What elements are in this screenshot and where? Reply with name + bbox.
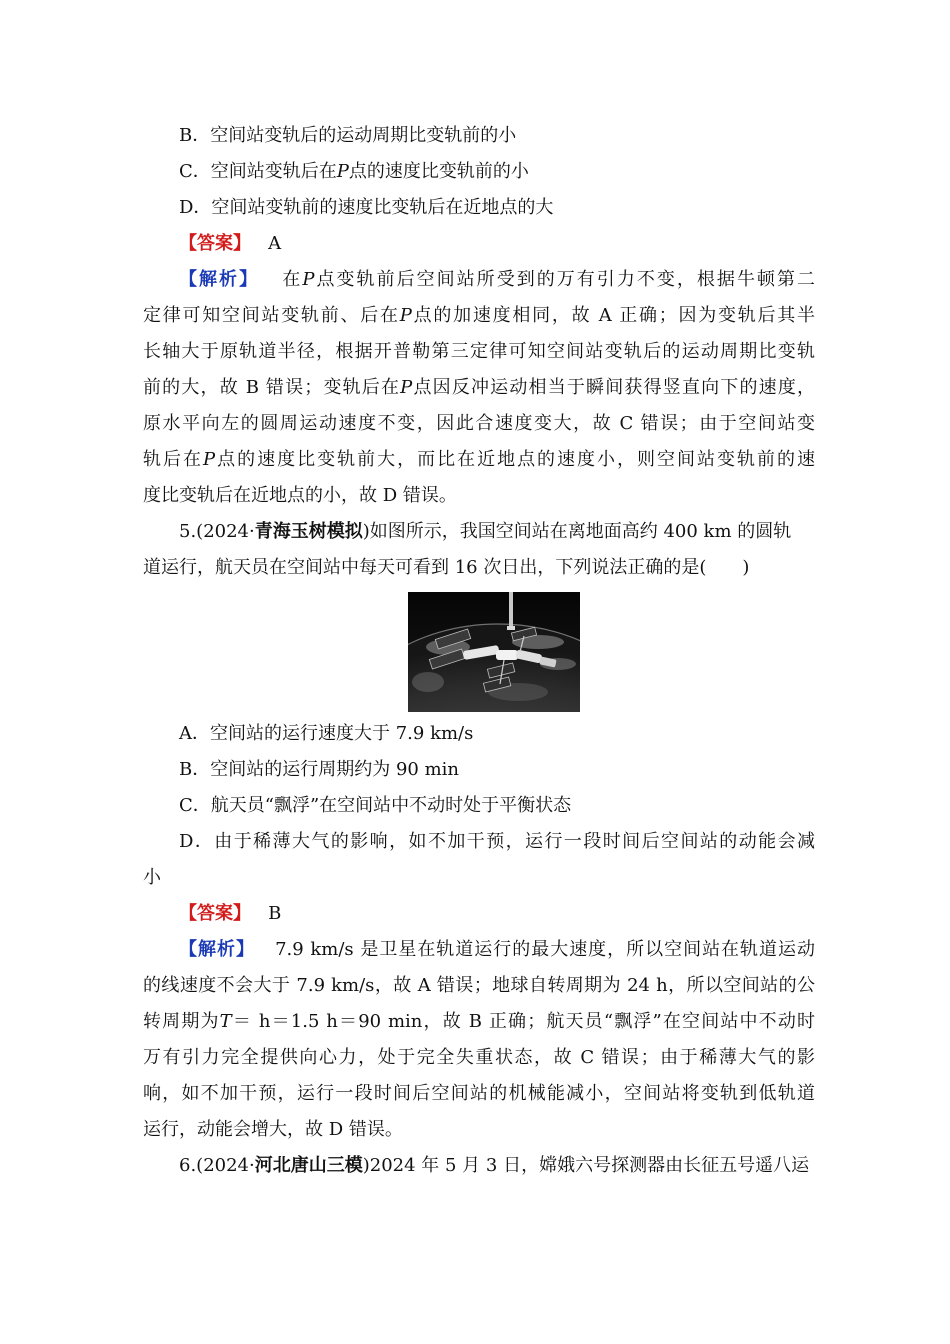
q4-option-b: B．空间站变轨后的运动周期比变轨前的小 bbox=[179, 125, 517, 146]
q4-analysis-line-7: 度比变轨后在近地点的小，故 D 错误。 bbox=[143, 485, 457, 506]
q4-option-c: C．空间站变轨后在P点的速度比变轨前的小 bbox=[179, 161, 529, 182]
q4-option-d: D．空间站变轨前的速度比变轨后在近地点的大 bbox=[179, 197, 554, 218]
q4-analysis-line-5: 原水平向左的圆周运动速度不变，因此合速度变大，故 C 错误；由于空间站变 bbox=[143, 413, 815, 434]
q5-option-c: C．航天员“飘浮”在空间站中不动时处于平衡状态 bbox=[179, 795, 572, 816]
q5-option-a: A．空间站的运行速度大于 7.9 km/s bbox=[179, 723, 474, 744]
q4-analysis-line-6: 轨后在P点的速度比变轨前大，而比在近地点的速度小，则空间站变轨前的速 bbox=[143, 449, 816, 470]
var-p: P bbox=[336, 161, 349, 182]
q5-analysis-line-2: 的线速度不会大于 7.9 km/s，故 A 错误；地球自转周期为 24 h，所以空间站的公 bbox=[143, 975, 815, 996]
q5-analysis-line-5: 响，如不加干预，运行一段时间后空间站的机械能减小，空间站将变轨到低轨道 bbox=[143, 1083, 815, 1104]
q5-option-d-line-2: 小 bbox=[143, 867, 161, 888]
analysis-tag: 【解析】 bbox=[179, 939, 255, 960]
document-page bbox=[143, 118, 815, 1184]
q5-analysis-line-4: 万有引力完全提供向心力，处于完全失重状态，故 C 错误；由于稀薄大气的影 bbox=[143, 1047, 815, 1068]
answer-value: B bbox=[268, 903, 282, 924]
q5-option-d-line-1: D．由于稀薄大气的影响，如不加干预，运行一段时间后空间站的动能会减 bbox=[179, 831, 815, 852]
q5-analysis-line-6: 运行，动能会增大，故 D 错误。 bbox=[143, 1119, 403, 1140]
q5-source: 青海玉树模拟 bbox=[254, 521, 363, 542]
q6-stem-line-1: 6.(2024·河北唐山三模)2024 年 5 月 3 日，嫦娥六号探测器由长征五号遥八运 bbox=[179, 1155, 810, 1176]
answer-value: A bbox=[268, 233, 282, 254]
q5-option-b: B．空间站的运行周期约为 90 min bbox=[179, 759, 459, 780]
space-station-photo bbox=[408, 592, 580, 712]
q4-answer bbox=[143, 226, 815, 262]
q4-analysis-line-1: 【解析】 在P点变轨前后空间站所受到的万有引力不变，根据牛顿第二 bbox=[179, 269, 816, 290]
q5-stem-line-1: 5.(2024·青海玉树模拟)如图所示，我国空间站在离地面高约 400 km 的圆轨 bbox=[179, 521, 792, 542]
q5-analysis-line-1: 【解析】 7.9 km/s 是卫星在轨道运行的最大速度，所以空间站在轨道运动 bbox=[179, 939, 815, 960]
q6-source: 河北唐山三模 bbox=[254, 1155, 363, 1176]
q5-analysis-line-3: 转周期为T＝ h＝1.5 h＝90 min，故 B 正确；航天员“飘浮”在空间站中不动时 bbox=[143, 1011, 815, 1032]
q4-analysis-line-2: 定律可知空间站变轨前、后在P点的加速度相同，故 A 正确；因为变轨后其半 bbox=[143, 305, 815, 326]
q5-answer bbox=[143, 896, 815, 932]
answer-tag: 【答案】 bbox=[179, 233, 251, 254]
answer-tag: 【答案】 bbox=[179, 903, 251, 924]
q4-analysis-line-3: 长轴大于原轨道半径，根据开普勒第三定律可知空间站变轨后的运动周期比变轨 bbox=[143, 341, 815, 362]
q4-analysis-line-4: 前的大，故 B 错误；变轨后在P点因反冲运动相当于瞬间获得竖直向下的速度， bbox=[143, 377, 816, 398]
analysis-tag: 【解析】 bbox=[179, 269, 260, 290]
space-station-illustration bbox=[408, 592, 580, 712]
q5-stem-line-2: 道运行，航天员在空间站中每天可看到 16 次日出，下列说法正确的是( ) bbox=[143, 557, 750, 578]
